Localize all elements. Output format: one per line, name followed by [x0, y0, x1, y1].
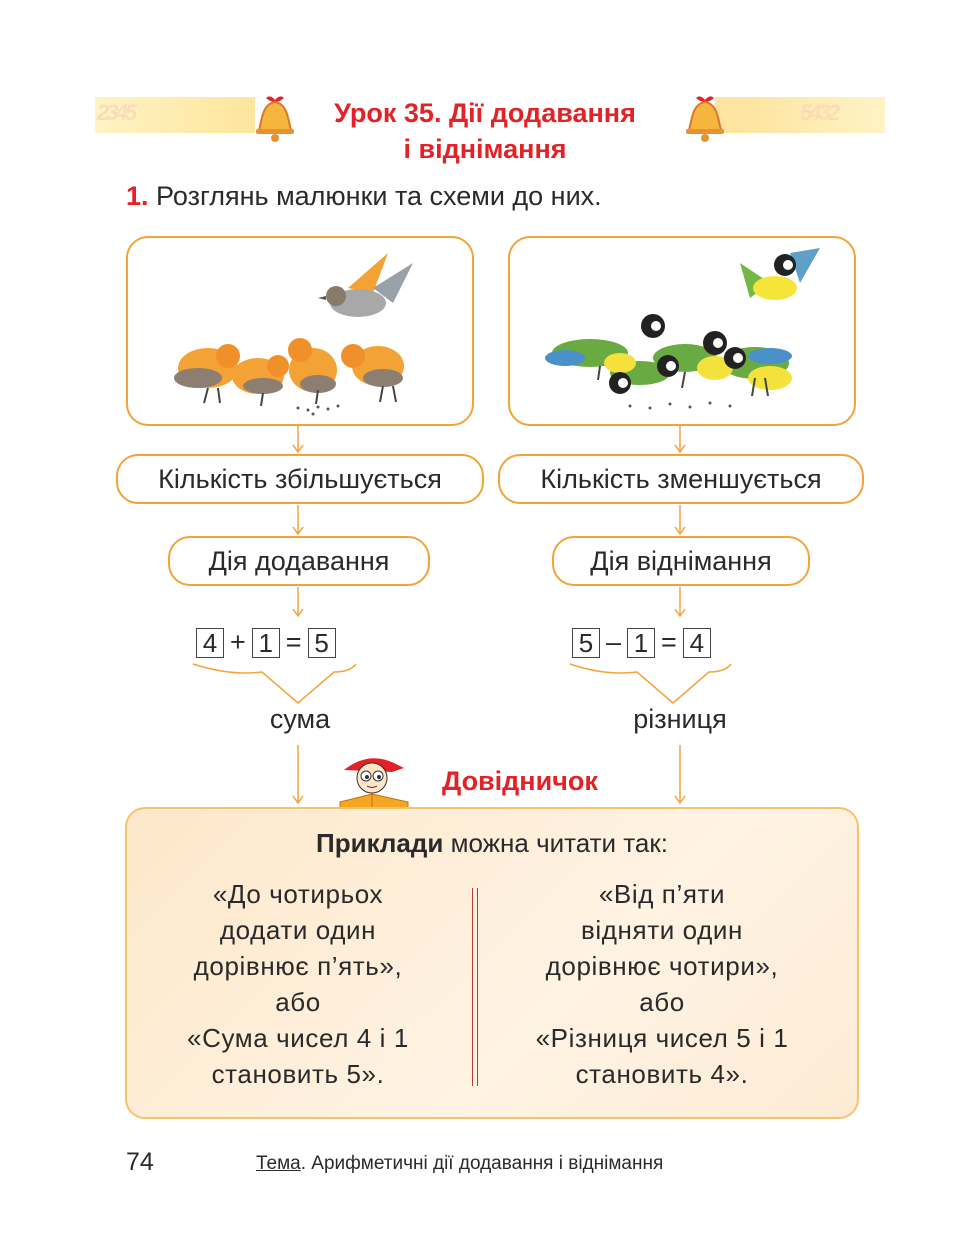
subtrahend-box: 1: [627, 628, 655, 658]
right-action-label: Дія віднімання: [552, 536, 810, 586]
equals-sign: =: [285, 627, 302, 657]
sum-box: 5: [308, 628, 336, 658]
task-number: 1.: [126, 181, 149, 211]
plus-sign: +: [230, 627, 246, 657]
subtraction-reading: «Від п’яти відняти один дорівнює чотири», або «Різниця чисел 5 і 1 становить 4».: [535, 879, 789, 1089]
left-action-label: Дія додавання: [168, 536, 430, 586]
minus-sign: –: [606, 627, 622, 657]
sum-label: сума: [269, 704, 331, 734]
decor-numbers-right: 5432: [800, 100, 837, 125]
addend-box: 1: [252, 628, 280, 658]
column-divider: [472, 888, 478, 1086]
subtraction-equation: [572, 627, 711, 658]
right-change-label: Кількість зменшується: [498, 454, 864, 504]
topic-footer: Тема. Арифметичні дії додавання і віднімання: [256, 1153, 664, 1174]
difference-label: різниця: [633, 704, 727, 734]
equals-sign: =: [661, 627, 677, 657]
difference-box: 4: [683, 628, 711, 658]
reading-character-icon: [334, 750, 414, 810]
addend-box: 4: [196, 628, 224, 658]
lesson-title: Урок 35. Дії додавання і віднімання: [334, 98, 636, 164]
addition-equation: [196, 627, 336, 658]
minuend-box: 5: [572, 628, 600, 658]
reference-title: Довідничок: [442, 766, 598, 796]
left-change-label: Кількість збільшується: [116, 454, 484, 504]
decor-numbers-left: 2345: [97, 100, 134, 125]
addition-reading: «До чотирьох додати один дорівнює п’ять», або «Сума чисел 4 і 1 становить 5».: [187, 879, 409, 1089]
reference-intro: Приклади можна читати так:: [316, 828, 668, 858]
page-number: 74: [126, 1148, 154, 1176]
task-text: Розглянь малюнки та схеми до них.: [156, 181, 602, 211]
